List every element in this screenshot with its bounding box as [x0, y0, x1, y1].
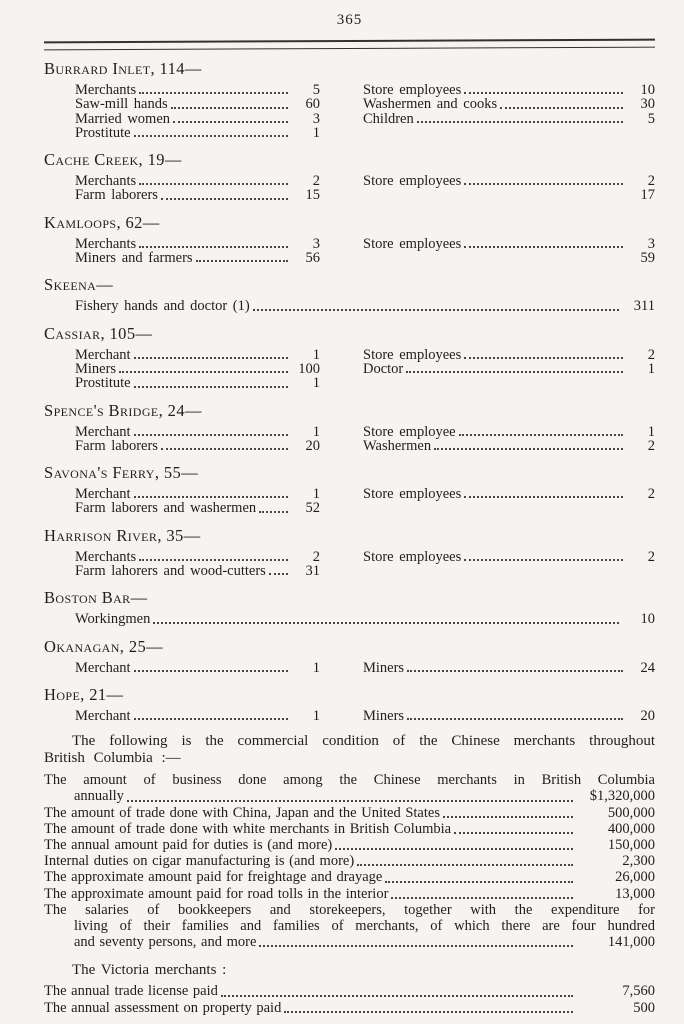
section-columns	[75, 709, 655, 723]
entry-label: Miners and farmers	[75, 250, 193, 267]
finance-item	[44, 821, 655, 837]
leader-dots	[139, 246, 288, 248]
leader-dots	[284, 1011, 573, 1013]
entry-value: 2	[647, 548, 655, 565]
entry-label: Farm laborers and washermen	[75, 500, 257, 517]
entry-row	[75, 174, 320, 188]
census-section	[44, 589, 655, 626]
column-left	[75, 661, 320, 675]
column-right	[363, 348, 655, 391]
finance-item	[44, 853, 655, 869]
leader-dots	[161, 448, 288, 450]
entry-row	[75, 83, 320, 97]
double-rule	[44, 39, 655, 51]
column-right	[363, 487, 655, 516]
leader-dots	[139, 92, 288, 94]
entry-label: Prostitute	[75, 375, 131, 392]
column-right	[363, 237, 655, 266]
finance-label: The amount of trade done with white merchants in British Columbia	[44, 820, 452, 837]
entry-value: 5	[647, 110, 655, 127]
section-heading: Skeena—	[44, 275, 114, 295]
leader-dots	[406, 371, 623, 373]
entry-row	[75, 126, 320, 140]
section-columns	[75, 661, 655, 675]
entry-row	[75, 612, 655, 626]
finance-item	[44, 983, 655, 999]
column-right	[363, 709, 655, 723]
finance-tail-row	[74, 934, 655, 950]
entry-label: Fishery hands and doctor (1)	[75, 298, 250, 315]
entry-label: Washermen	[363, 437, 432, 454]
leader-dots	[134, 718, 288, 720]
entry-label: Farm laborers	[75, 187, 158, 204]
entry-label: Store employees	[363, 235, 462, 252]
entry-label: Saw-mill hands	[75, 96, 168, 113]
section-columns	[75, 550, 655, 579]
leader-dots	[391, 897, 573, 899]
section-heading: Harrison River, 35—	[44, 525, 201, 545]
entry-value: 59	[640, 250, 655, 267]
finance-tail-row	[44, 869, 655, 885]
finance-list	[44, 772, 655, 950]
finance-item-line: living of their families and families of merchants, of which there are four hundred	[74, 918, 655, 935]
entry-label: Children	[363, 110, 414, 127]
column-right	[363, 83, 655, 140]
entry-value: 1	[312, 423, 320, 440]
leader-dots	[119, 371, 288, 373]
intro-paragraph	[44, 733, 655, 767]
column-left	[75, 487, 320, 516]
entry-value: 2	[647, 173, 655, 190]
section-heading: Savona's Ferry, 55—	[44, 463, 199, 483]
entry-value: 1	[312, 659, 320, 676]
census-section	[44, 325, 655, 391]
leader-dots	[134, 135, 288, 137]
leader-dots	[464, 183, 623, 185]
entry-value: 100	[298, 360, 320, 377]
entry-label: Store employees	[363, 486, 462, 503]
finance-label: The approximate amount paid for road tolls in the interior	[44, 885, 389, 902]
entry-value: 2	[312, 173, 320, 190]
leader-dots	[417, 121, 623, 123]
section-heading: Hope, 21—	[44, 684, 124, 704]
entry-row	[363, 237, 655, 251]
finance-item	[44, 1000, 655, 1016]
finance-label: and seventy persons, and more	[74, 934, 257, 951]
entry-row	[363, 348, 655, 362]
column-left	[75, 348, 320, 391]
leader-dots	[407, 670, 623, 672]
leader-dots	[259, 511, 288, 513]
leader-dots	[464, 92, 623, 94]
column-left	[75, 83, 320, 140]
entry-label: Merchant	[75, 486, 131, 503]
finance-item	[44, 772, 655, 804]
entry-label: Store employees	[363, 548, 462, 565]
census-section	[44, 402, 655, 454]
entry-row	[363, 112, 655, 126]
leader-dots	[459, 434, 623, 436]
census-section	[44, 527, 655, 579]
leader-dots	[139, 183, 288, 185]
column-left	[75, 550, 320, 579]
entry-label: Miners	[363, 659, 405, 676]
total-row	[363, 188, 655, 202]
leader-dots	[134, 357, 288, 359]
entry-value: 52	[305, 500, 320, 517]
entry-row	[75, 709, 320, 723]
column-right	[363, 550, 655, 579]
entry-row	[363, 97, 655, 111]
section-heading: Boston Bar—	[44, 588, 148, 608]
leader-dots	[171, 107, 288, 109]
leader-dots	[269, 573, 288, 575]
entry-value: 31	[305, 563, 320, 580]
section-rows	[75, 612, 655, 626]
finance-item	[44, 805, 655, 821]
entry-row	[75, 439, 320, 453]
finance-label: The annual amount paid for duties is (and more)	[44, 837, 333, 854]
entry-row	[363, 174, 655, 188]
section-heading: Cassiar, 105—	[44, 323, 153, 343]
entry-value: 60	[305, 96, 320, 113]
entry-row	[75, 487, 320, 501]
leader-dots	[134, 434, 288, 436]
leader-dots	[134, 496, 288, 498]
finance-tail-row	[44, 853, 655, 869]
finance-item	[44, 869, 655, 885]
leader-dots	[127, 800, 573, 802]
finance-tail-row	[44, 837, 655, 853]
entry-value: 3	[312, 110, 320, 127]
entry-row	[75, 348, 320, 362]
entry-row	[363, 661, 655, 675]
entry-row	[75, 299, 655, 313]
finance-value: 2,300	[622, 853, 655, 870]
entry-label: Merchants	[75, 82, 137, 98]
entry-value: 10	[640, 82, 655, 98]
finance-value: 400,000	[607, 820, 655, 837]
leader-dots	[134, 386, 288, 388]
finance-value: 500,000	[607, 804, 655, 821]
leader-dots	[173, 121, 288, 123]
leader-dots	[434, 448, 623, 450]
finance-value: 500	[633, 999, 655, 1016]
section-columns	[75, 83, 655, 140]
entry-value: 10	[640, 611, 655, 628]
entry-label: Doctor	[363, 360, 404, 377]
finance-tail-row	[44, 1000, 655, 1016]
leader-dots	[335, 848, 573, 850]
entry-label: Merchant	[75, 346, 131, 363]
entry-value: 1	[312, 346, 320, 363]
entry-row	[363, 487, 655, 501]
entry-value: 3	[312, 235, 320, 252]
finance-item	[44, 902, 655, 951]
entry-label: Store employee	[363, 423, 456, 440]
entry-row	[75, 550, 320, 564]
entry-value: 30	[640, 96, 655, 113]
entry-row	[363, 83, 655, 97]
entry-value: 5	[312, 82, 320, 98]
entry-value: 311	[633, 298, 655, 315]
leader-dots	[464, 559, 623, 561]
finance-label: annually	[74, 788, 124, 805]
finance-value: 7,560	[622, 983, 655, 1000]
section-heading: Okanagan, 25—	[44, 636, 164, 656]
finance-item	[44, 886, 655, 902]
finance-label: Internal duties on cigar manufacturing is (and more)	[44, 853, 355, 870]
entry-row	[75, 237, 320, 251]
entry-label: Workingmen	[75, 611, 151, 628]
commercial-condition	[44, 733, 655, 1016]
entry-row	[363, 362, 655, 376]
entry-label: Farm laborers	[75, 437, 158, 454]
entry-value: 2	[647, 486, 655, 503]
entry-row	[75, 425, 320, 439]
entry-row	[363, 439, 655, 453]
victoria-list	[44, 983, 655, 1015]
column-right	[363, 661, 655, 675]
leader-dots	[357, 864, 573, 866]
leader-dots	[221, 995, 573, 997]
entry-label: Merchants	[75, 235, 137, 252]
section-columns	[75, 425, 655, 454]
entry-value: 1	[312, 124, 320, 141]
finance-value: $1,320,000	[589, 788, 655, 805]
leader-dots	[161, 198, 288, 200]
entry-label: Miners	[363, 707, 405, 724]
entry-value: 56	[305, 250, 320, 267]
leader-dots	[196, 260, 288, 262]
entry-row	[363, 425, 655, 439]
entry-row	[75, 661, 320, 675]
entry-row	[75, 362, 320, 376]
entry-label: Merchant	[75, 707, 131, 724]
entry-value: 1	[647, 360, 655, 377]
entry-value: 2	[312, 548, 320, 565]
leader-dots	[407, 718, 623, 720]
census-section	[44, 686, 655, 723]
entry-value: 1	[312, 375, 320, 392]
section-columns	[75, 174, 655, 203]
victoria-merchants-heading: The Victoria merchants :	[72, 962, 227, 979]
entry-value: 15	[305, 187, 320, 204]
intro-line: The following is the commercial condition of the Chinese merchants throughout	[72, 733, 655, 750]
section-heading: Spence's Bridge, 24—	[44, 400, 202, 420]
finance-tail-row	[44, 983, 655, 999]
census-sections	[44, 60, 655, 723]
entry-value: 17	[640, 187, 655, 204]
entry-value: 2	[647, 346, 655, 363]
finance-value: 26,000	[615, 869, 655, 886]
entry-label: Store employees	[363, 173, 462, 190]
entry-label: Merchants	[75, 173, 137, 190]
leader-dots	[464, 246, 623, 248]
entry-label: Store employees	[363, 82, 462, 98]
leader-dots	[385, 881, 573, 883]
finance-tail-row	[44, 805, 655, 821]
finance-value: 141,000	[607, 934, 655, 951]
entry-row	[75, 251, 320, 265]
entry-row	[75, 564, 320, 578]
census-section	[44, 151, 655, 203]
entry-row	[75, 501, 320, 515]
entry-value: 1	[312, 486, 320, 503]
leader-dots	[139, 559, 288, 561]
intro-line: British Columbia :—	[44, 750, 181, 767]
leader-dots	[464, 496, 623, 498]
column-left	[75, 237, 320, 266]
section-heading: Burrard Inlet, 114—	[44, 59, 202, 78]
finance-item-line: The amount of business done among the Chinese merchants in British Columbia	[44, 772, 655, 789]
leader-dots	[500, 107, 623, 109]
entry-row	[363, 709, 655, 723]
census-section	[44, 638, 655, 675]
entry-value: 20	[640, 707, 655, 724]
entry-value: 20	[305, 437, 320, 454]
finance-label: The approximate amount paid for freightage and drayage	[44, 869, 383, 886]
entry-label: Miners	[75, 360, 117, 377]
census-section	[44, 214, 655, 266]
census-section	[44, 464, 655, 516]
leader-dots	[134, 670, 288, 672]
finance-label: The annual trade license paid	[44, 983, 218, 1000]
leader-dots	[153, 622, 619, 624]
section-heading: Kamloops, 62—	[44, 212, 160, 232]
column-left	[75, 174, 320, 203]
entry-label: Merchant	[75, 423, 131, 440]
entry-row	[363, 550, 655, 564]
finance-tail-row	[44, 886, 655, 902]
leader-dots	[253, 309, 619, 311]
entry-value: 3	[647, 235, 655, 252]
leader-dots	[454, 832, 573, 834]
entry-label: Store employees	[363, 346, 462, 363]
entry-label: Prostitute	[75, 124, 131, 141]
entry-value: 24	[640, 659, 655, 676]
entry-label: Merchants	[75, 548, 137, 565]
entry-value: 1	[312, 707, 320, 724]
leader-dots	[259, 945, 573, 947]
section-heading: Cache Creek, 19—	[44, 150, 182, 170]
entry-value: 2	[647, 437, 655, 454]
finance-label: The amount of trade done with China, Japan and the United States	[44, 804, 440, 821]
column-right	[363, 174, 655, 203]
section-columns	[75, 348, 655, 391]
entry-label: Married women	[75, 110, 171, 127]
section-columns	[75, 237, 655, 266]
entry-label: Merchant	[75, 659, 131, 676]
leader-dots	[443, 816, 573, 818]
entry-row	[75, 188, 320, 202]
finance-value: 150,000	[607, 837, 655, 854]
finance-item-line: The salaries of bookkeepers and storekeepers, together with the expenditure for	[44, 901, 655, 918]
finance-label: The annual assessment on property paid	[44, 999, 282, 1016]
leader-dots	[464, 357, 623, 359]
entry-row	[75, 112, 320, 126]
total-row	[363, 251, 655, 265]
column-left	[75, 709, 320, 723]
column-right	[363, 425, 655, 454]
entry-row	[75, 376, 320, 390]
entry-value: 1	[647, 423, 655, 440]
finance-item	[44, 837, 655, 853]
entry-label: Farm lahorers and wood-cutters	[75, 563, 266, 580]
entry-label: Washermen and cooks	[363, 96, 498, 113]
section-rows	[75, 299, 655, 313]
page-number: 365	[336, 12, 363, 28]
census-section	[44, 276, 655, 313]
finance-tail-row	[44, 821, 655, 837]
finance-value: 13,000	[615, 885, 655, 902]
finance-tail-row	[74, 788, 655, 804]
column-left	[75, 425, 320, 454]
section-columns	[75, 487, 655, 516]
entry-row	[75, 97, 320, 111]
census-section	[44, 60, 655, 140]
